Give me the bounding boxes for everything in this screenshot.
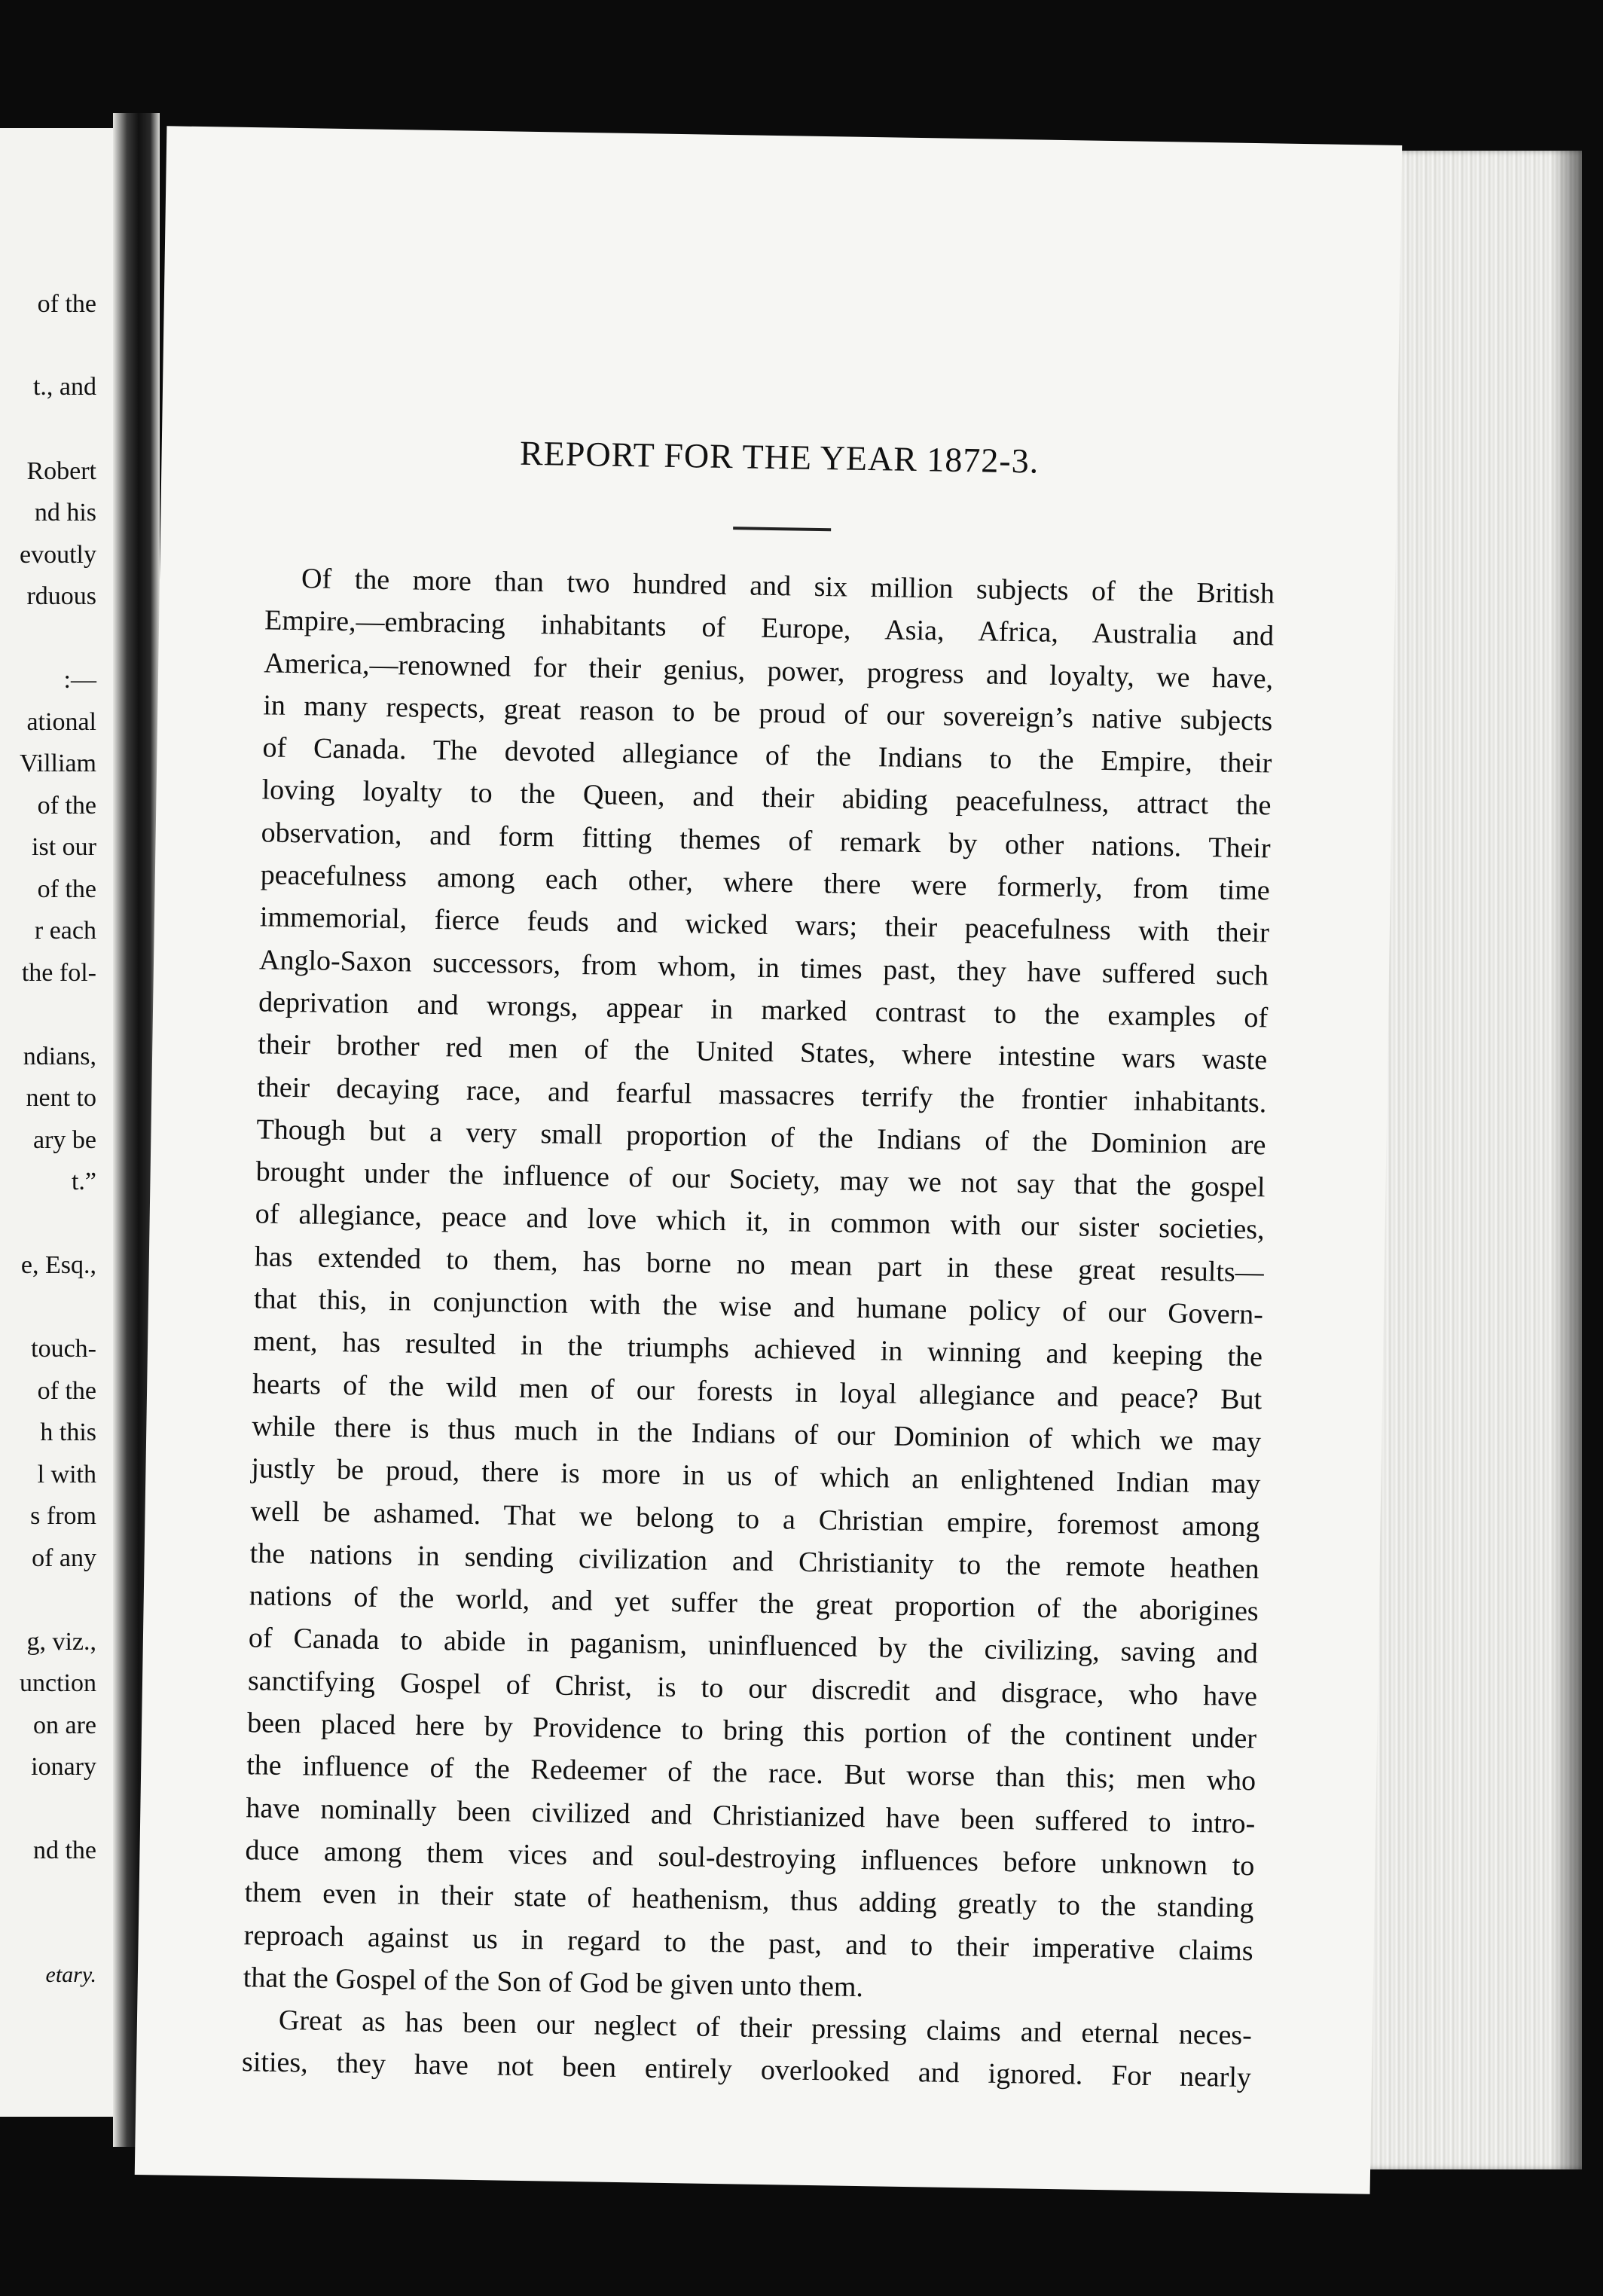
page-title: REPORT FOR THE YEAR 1872-3.: [519, 433, 1040, 481]
text-line: observation, and form fitting themes of remark by other nations. Their: [261, 817, 1271, 865]
text-line: Though but a very small proportion of the Indians of the Dominion are: [256, 1113, 1266, 1162]
left-page-line: r each: [34, 917, 96, 945]
text-line: brought under the influence of our Society, may we not say that the gospel: [255, 1156, 1266, 1204]
text-line: nations of the world, and yet suffer the great proportion of the aborigines: [249, 1580, 1259, 1628]
text-line: duce among them vices and soul-destroying influences before unknown to: [245, 1834, 1255, 1882]
left-page-line: unction: [20, 1669, 96, 1697]
text-line: Anglo-Saxon successors, from whom, in times past, they have suffered such: [258, 944, 1269, 992]
left-page-line: of the: [37, 875, 96, 903]
text-line: Empire,—embracing inhabitants of Europe, Asia, Africa, Australia and: [264, 604, 1275, 652]
text-line: their brother red men of the United States, where intestine wars waste: [257, 1028, 1268, 1076]
text-line: ment, has resulted in the triumphs achieved in winning and keeping the: [252, 1325, 1263, 1373]
text-line: of allegiance, peace and love which it, in common with our sister societies,: [255, 1198, 1265, 1246]
text-line: Great as has been our neglect of their pressing claims and eternal neces-: [278, 2004, 1253, 2052]
text-line: the nations in sending civilization and Christianity to the remote heathen: [249, 1537, 1260, 1586]
left-page-line: Villiam: [20, 750, 96, 777]
left-page-line: nd the: [32, 1836, 96, 1864]
text-line: have nominally been civilized and Christianized have been suffered to intro-: [246, 1791, 1256, 1840]
text-line: justly be proud, there is more in us of which an enlightened Indian may: [251, 1452, 1261, 1501]
text-line: deprivation and wrongs, appear in marked contrast to the examples of: [258, 986, 1269, 1034]
previous-page-fragment: [0, 128, 113, 2117]
report-body: [242, 557, 1275, 2099]
left-page-line: etary.: [45, 1962, 96, 1987]
left-page-line: s from: [30, 1502, 96, 1530]
text-line: in many respects, great reason to be proud of our sovereign’s native subjects: [263, 689, 1273, 737]
left-page-line: rduous: [26, 582, 96, 610]
left-page-line: of the: [37, 1377, 96, 1405]
left-page-line: t., and: [32, 373, 96, 401]
left-page-line: touch-: [31, 1335, 96, 1363]
left-page-line: ary be: [32, 1126, 96, 1154]
left-page-line: nent to: [26, 1084, 96, 1112]
text-line: while there is thus much in the Indians of our Dominion of which we may: [252, 1410, 1262, 1458]
paragraph: [243, 557, 1275, 2014]
left-page-line: ational: [26, 708, 96, 736]
text-line: their decaying race, and fearful massacres terrify the frontier inhabitants.: [257, 1070, 1267, 1119]
left-page-line: the fol-: [21, 959, 96, 987]
left-page-line: of the: [37, 290, 96, 318]
text-line: Of the more than two hundred and six million subjects of the British: [301, 563, 1275, 610]
text-line: America,—renowned for their genius, power, progress and loyalty, we have,: [263, 646, 1274, 695]
text-line: hearts of the wild men of our forests in loyal allegiance and peace? But: [252, 1367, 1263, 1415]
text-line: been placed here by Providence to bring this portion of the continent under: [246, 1707, 1257, 1755]
left-page-line: of any: [32, 1544, 96, 1572]
text-line: them even in their state of heathenism, thus adding greatly to the standing: [244, 1876, 1254, 1925]
text-line: sities, they have not been entirely overlooked and ignored. For nearly: [241, 2046, 1252, 2094]
text-line: the influence of the Redeemer of the race. But worse than this; men who: [246, 1749, 1256, 1797]
text-line: peacefulness among each other, where there were formerly, from time: [260, 859, 1271, 907]
text-line: that this, in conjunction with the wise and humane policy of our Govern-: [253, 1283, 1264, 1331]
left-page-line: l with: [37, 1461, 96, 1488]
left-page-line: Robert: [26, 457, 96, 485]
text-line: of Canada to abide in paganism, uninfluenced by the civilizing, saving and: [248, 1622, 1259, 1670]
left-page-line: of the: [37, 792, 96, 820]
text-line: well be ashamed. That we belong to a Christian empire, foremost among: [250, 1495, 1260, 1543]
text-line: that the Gospel of the Son of God be given unto them.: [243, 1961, 864, 2003]
left-page-line: t.”: [71, 1168, 96, 1195]
left-page-line: h this: [40, 1418, 96, 1446]
text-line: sanctifying Gospel of Christ, is to our discredit and disgrace, who have: [247, 1664, 1258, 1712]
text-line: loving loyalty to the Queen, and their abiding peacefulness, attract the: [261, 774, 1272, 822]
left-page-line: g, viz.,: [26, 1628, 96, 1656]
left-page-line: ist our: [32, 833, 96, 861]
left-page-line: evoutly: [20, 541, 96, 569]
text-line: immemorial, fierce feuds and wicked wars; their peacefulness with their: [259, 901, 1270, 949]
paragraph: [242, 1998, 1253, 2099]
report-page: [135, 126, 1403, 2194]
text-line: of Canada. The devoted allegiance of the Indians to the Empire, their: [262, 731, 1272, 780]
left-page-line: on are: [32, 1711, 96, 1739]
text-line: reproach against us in regard to the past, and to their imperative claims: [243, 1919, 1253, 1967]
title-rule: [733, 527, 831, 531]
left-page-line: nd his: [34, 499, 96, 527]
left-page-line: :—: [63, 666, 96, 694]
left-page-line: ionary: [31, 1753, 96, 1781]
text-line: has extended to them, has borne no mean part in these great results—: [254, 1241, 1265, 1289]
left-page-line: e, Esq.,: [20, 1251, 96, 1279]
left-page-line: ndians,: [23, 1043, 96, 1070]
